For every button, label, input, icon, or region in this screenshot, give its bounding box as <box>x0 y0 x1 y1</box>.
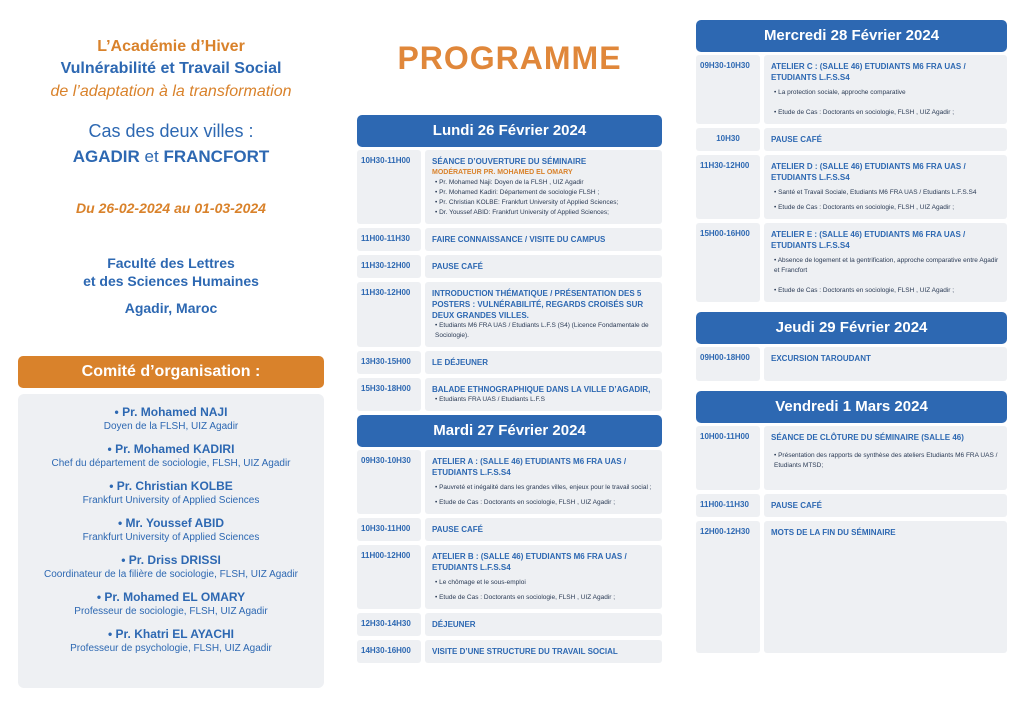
session-title: EXCURSION TAROUDANT <box>771 354 871 363</box>
member-name: • Pr. Mohamed KADIRI <box>107 442 235 456</box>
session-bullet: • Etude de Cas : Doctorants en sociologie, FLSH , UIZ Agadir ; <box>774 287 955 294</box>
member-role: Doyen de la FLSH, UIZ Agadir <box>103 421 239 432</box>
session-time: 11H00-12H00 <box>357 545 421 609</box>
session-content <box>764 128 1007 151</box>
session-time: 12H00-12H30 <box>696 521 760 653</box>
committee-member <box>26 478 316 508</box>
session-row <box>696 426 1007 490</box>
event-dates: Du 26-02-2024 au 01-03-2024 <box>76 200 266 216</box>
session-bullet: • Etude de Cas : Doctorants en sociologie, FLSH , UIZ Agadir ; <box>435 594 616 601</box>
session-content <box>764 521 1007 653</box>
session-content <box>425 613 662 636</box>
academy-subtitle: de l’adaptation à la transformation <box>50 83 292 100</box>
session-row <box>357 351 662 374</box>
session-time: 12H30-14H30 <box>357 613 421 636</box>
session-title: ATELIER E : (SALLE 46) ETUDIANTS M6 FRA UAS / ETUDIANTS L.F.S.S4 <box>771 230 966 250</box>
session-time: 13H30-15H00 <box>357 351 421 374</box>
session-content <box>425 640 662 663</box>
member-role: Chef du département de sociologie, FLSH, UIZ Agadir <box>51 458 291 469</box>
session-time: 11H30-12H00 <box>696 155 760 219</box>
session-title: PAUSE CAFÉ <box>771 135 822 144</box>
session-row <box>696 55 1007 124</box>
committee-member <box>26 515 316 545</box>
day-header-wednesday: Mercredi 28 Février 2024 <box>696 20 1007 52</box>
session-title: FAIRE CONNAISSANCE / VISITE DU CAMPUS <box>432 235 606 244</box>
session-bullet: • Pr. Christian KOLBE: Frankfurt University of Applied Sciences; <box>435 199 619 206</box>
session-bullet: • Présentation des rapports de synthèse des ateliers Etudiants M6 FRA UAS / Etudiants MTSD; <box>774 452 998 469</box>
session-bullet: • Santé et Travail Sociale, Etudiants M6 FRA UAS / Etudiants L.F.S.S4 <box>774 189 977 196</box>
session-row <box>696 223 1007 302</box>
city-francfort: FRANCFORT <box>163 147 270 166</box>
session-content <box>764 55 1007 124</box>
session-title: INTRODUCTION THÉMATIQUE / PRÉSENTATION DES 5 POSTERS : VULNÉRABILITÉ, REGARDS CROISÉS SUR DEUX GRANDES VILLES. <box>432 289 644 320</box>
session-content <box>425 228 662 251</box>
session-row <box>357 518 662 541</box>
session-content <box>425 378 662 411</box>
committee-title: Comité d’organisation : <box>18 356 324 388</box>
session-content <box>425 255 662 278</box>
session-moderator: MODÉRATEUR PR. MOHAMED EL OMARY <box>432 169 573 176</box>
committee-member <box>26 589 316 619</box>
session-title: PAUSE CAFÉ <box>432 262 483 271</box>
session-title: PAUSE CAFÉ <box>771 501 822 510</box>
session-row <box>357 613 662 636</box>
session-title: ATELIER A : (SALLE 46) ETUDIANTS M6 FRA UAS / ETUDIANTS L.F.S.S4 <box>432 457 627 477</box>
session-title: DÉJEUNER <box>432 620 476 629</box>
committee-member <box>26 441 316 471</box>
day-header-thursday: Jeudi 29 Février 2024 <box>696 312 1007 344</box>
member-role: Professeur de sociologie, FLSH, UIZ Agadir <box>74 606 268 617</box>
programme-column-right <box>696 20 1007 657</box>
session-time: 10H30-11H00 <box>357 150 421 224</box>
session-time: 10H00-11H00 <box>696 426 760 490</box>
session-title: SÉANCE D’OUVERTURE DU SÉMINAIRE <box>432 157 587 166</box>
thursday-sessions <box>696 347 1007 381</box>
cities-conjunction: et <box>144 147 159 166</box>
member-name: • Pr. Christian KOLBE <box>109 479 233 493</box>
session-content <box>425 150 662 224</box>
session-title: VISITE D’UNE STRUCTURE DU TRAVAIL SOCIAL <box>432 647 618 656</box>
session-row <box>357 150 662 224</box>
session-time: 09H00-18H00 <box>696 347 760 381</box>
member-name: • Mr. Youssef ABID <box>117 516 224 530</box>
committee-member <box>26 626 316 656</box>
session-bullet: • Pr. Mohamed Kadiri: Département de sociologie FLSH ; <box>435 189 600 196</box>
faculty-name <box>18 254 324 290</box>
session-time: 15H30-18H00 <box>357 378 421 411</box>
session-title: ATELIER D : (SALLE 46) ETUDIANTS M6 FRA UAS / ETUDIANTS L.F.S.S4 <box>771 162 966 182</box>
cases-cities <box>18 144 324 170</box>
session-time: 11H00-11H30 <box>696 494 760 517</box>
tuesday-sessions <box>357 450 662 663</box>
day-header-tuesday: Mardi 27 Février 2024 <box>357 415 662 447</box>
session-row <box>696 155 1007 219</box>
session-bullet: • Le chômage et le sous-emploi <box>435 579 526 586</box>
cases-title: Cas des deux villes : <box>88 121 254 141</box>
committee-member <box>26 404 316 434</box>
session-bullet: • La protection sociale, approche comparative <box>774 89 906 96</box>
session-bullet: • Etude de Cas : Doctorants en sociologie, FLSH , UIZ Agadir ; <box>774 109 955 116</box>
member-name: • Pr. Khatri EL AYACHI <box>107 627 235 641</box>
session-content <box>425 518 662 541</box>
session-title: LE DÉJEUNER <box>432 358 489 367</box>
session-time: 09H30-10H30 <box>696 55 760 124</box>
session-title: ATELIER C : (SALLE 46) ETUDIANTS M6 FRA UAS / ETUDIANTS L.F.S.S4 <box>771 62 966 82</box>
session-row <box>696 521 1007 653</box>
session-time: 15H00-16H00 <box>696 223 760 302</box>
day-header-monday: Lundi 26 Février 2024 <box>357 115 662 147</box>
member-role: Professeur de psychologie, FLSH, UIZ Agadir <box>70 643 272 654</box>
programme-title: PROGRAMME <box>397 40 622 76</box>
academy-title: L’Académie d’Hiver <box>97 38 245 55</box>
session-time: 11H30-12H00 <box>357 282 421 347</box>
session-bullet: • Etudiants FRA UAS / Etudiants L.F.S <box>435 396 545 403</box>
member-name: • Pr. Mohamed NAJI <box>114 405 228 419</box>
session-content <box>764 155 1007 219</box>
faculty-line-1: Faculté des Lettres <box>107 255 235 271</box>
wednesday-sessions <box>696 55 1007 302</box>
session-title: BALADE ETHNOGRAPHIQUE DANS LA VILLE D’AGADIR, <box>432 385 651 394</box>
session-time: 11H30-12H00 <box>357 255 421 278</box>
session-row <box>357 545 662 609</box>
session-title: PAUSE CAFÉ <box>432 525 483 534</box>
session-bullet: • Pauvreté et inégalité dans les grandes villes, enjeux pour le travail social ; <box>435 484 652 491</box>
session-bullet: • Etudiants M6 FRA UAS / Etudiants L.F.S (S4) (Licence Fondamentale de Sociologie). <box>435 322 649 339</box>
friday-sessions <box>696 426 1007 653</box>
member-role: Coordinateur de la filière de sociologie, FLSH, UIZ Agadir <box>43 569 299 580</box>
session-time: 11H00-11H30 <box>357 228 421 251</box>
session-content <box>764 494 1007 517</box>
committee-member <box>26 552 316 582</box>
session-time: 10H30-11H00 <box>357 518 421 541</box>
session-row <box>357 450 662 514</box>
session-time: 10H30 <box>696 128 760 151</box>
session-content <box>764 223 1007 302</box>
session-content <box>425 282 662 347</box>
session-content <box>425 351 662 374</box>
committee-list <box>18 394 324 688</box>
session-bullet: • Pr. Mohamed Naji: Doyen de la FLSH , UIZ Agadir <box>435 179 584 186</box>
session-row <box>357 255 662 278</box>
session-title: ATELIER B : (SALLE 46) ETUDIANTS M6 FRA UAS / ETUDIANTS L.F.S.S4 <box>432 552 627 572</box>
session-title: SÉANCE DE CLÔTURE DU SÉMINAIRE (SALLE 46) <box>771 433 964 442</box>
session-time: 14H30-16H00 <box>357 640 421 663</box>
session-row <box>357 228 662 251</box>
day-header-friday: Vendredi 1 Mars 2024 <box>696 391 1007 423</box>
academy-theme: Vulnérabilité et Travail Social <box>60 60 282 77</box>
event-location: Agadir, Maroc <box>124 300 218 316</box>
session-title: MOTS DE LA FIN DU SÉMINAIRE <box>771 528 896 537</box>
member-role: Frankfurt University of Applied Sciences <box>82 495 260 506</box>
intro-column <box>18 36 324 688</box>
session-bullet: • Etude de Cas : Doctorants en sociologie, FLSH , UIZ Agadir ; <box>435 499 616 506</box>
session-row <box>357 640 662 663</box>
session-bullet: • Etude de Cas : Doctorants en sociologie, FLSH , UIZ Agadir ; <box>774 204 955 211</box>
session-row <box>357 282 662 347</box>
session-bullet: • Absence de logement et la gentrification, approche comparative entre Agadir et Francfort <box>774 257 999 274</box>
city-agadir: AGADIR <box>72 147 140 166</box>
session-row <box>696 494 1007 517</box>
session-row <box>696 347 1007 381</box>
session-content <box>764 347 1007 381</box>
session-bullet: • Dr. Youssef ABID: Frankfurt University of Applied Sciences; <box>435 209 609 216</box>
member-name: • Pr. Driss DRISSI <box>121 553 221 567</box>
member-role: Frankfurt University of Applied Sciences <box>82 532 260 543</box>
session-row <box>357 378 662 411</box>
session-content <box>764 426 1007 490</box>
member-name: • Pr. Mohamed EL OMARY <box>96 590 246 604</box>
programme-column-middle <box>357 40 662 667</box>
monday-sessions <box>357 150 662 411</box>
session-content <box>425 545 662 609</box>
session-row <box>696 128 1007 151</box>
session-content <box>425 450 662 514</box>
faculty-line-2: et des Sciences Humaines <box>83 273 259 289</box>
session-time: 09H30-10H30 <box>357 450 421 514</box>
